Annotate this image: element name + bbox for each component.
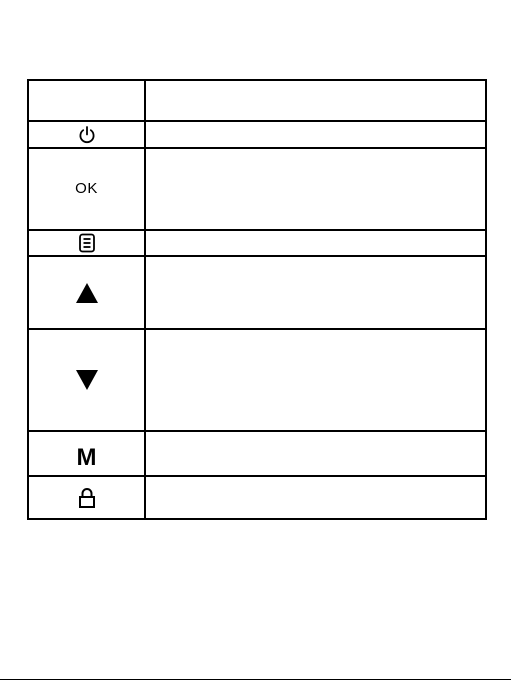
icon-cell (28, 431, 145, 476)
up-arrow-icon (75, 282, 99, 304)
icon-cell (28, 329, 145, 431)
description-cell (145, 329, 486, 431)
description-cell (145, 431, 486, 476)
button-function-table (27, 79, 487, 520)
table-row (28, 476, 486, 519)
description-cell (145, 256, 486, 329)
power-icon (77, 125, 97, 145)
table-row (28, 329, 486, 431)
header-icon-cell (28, 80, 145, 121)
down-arrow-icon (75, 369, 99, 391)
header-description-cell (145, 80, 486, 121)
icon-cell (28, 121, 145, 148)
icon-cell (28, 476, 145, 519)
lock-icon (78, 487, 96, 509)
description-cell (145, 148, 486, 230)
icon-cell (28, 148, 145, 230)
table-row (28, 148, 486, 230)
m-label: M (76, 443, 97, 471)
icon-cell (28, 256, 145, 329)
table-row (28, 256, 486, 329)
description-cell (145, 476, 486, 519)
icon-cell (28, 230, 145, 256)
menu-icon (78, 233, 96, 253)
description-cell (145, 230, 486, 256)
table-row (28, 431, 486, 476)
table-header-row (28, 80, 486, 121)
table-row (28, 230, 486, 256)
table-row (28, 121, 486, 148)
page-bottom-rule (0, 679, 511, 680)
ok-label: OK (75, 180, 98, 198)
description-cell (145, 121, 486, 148)
